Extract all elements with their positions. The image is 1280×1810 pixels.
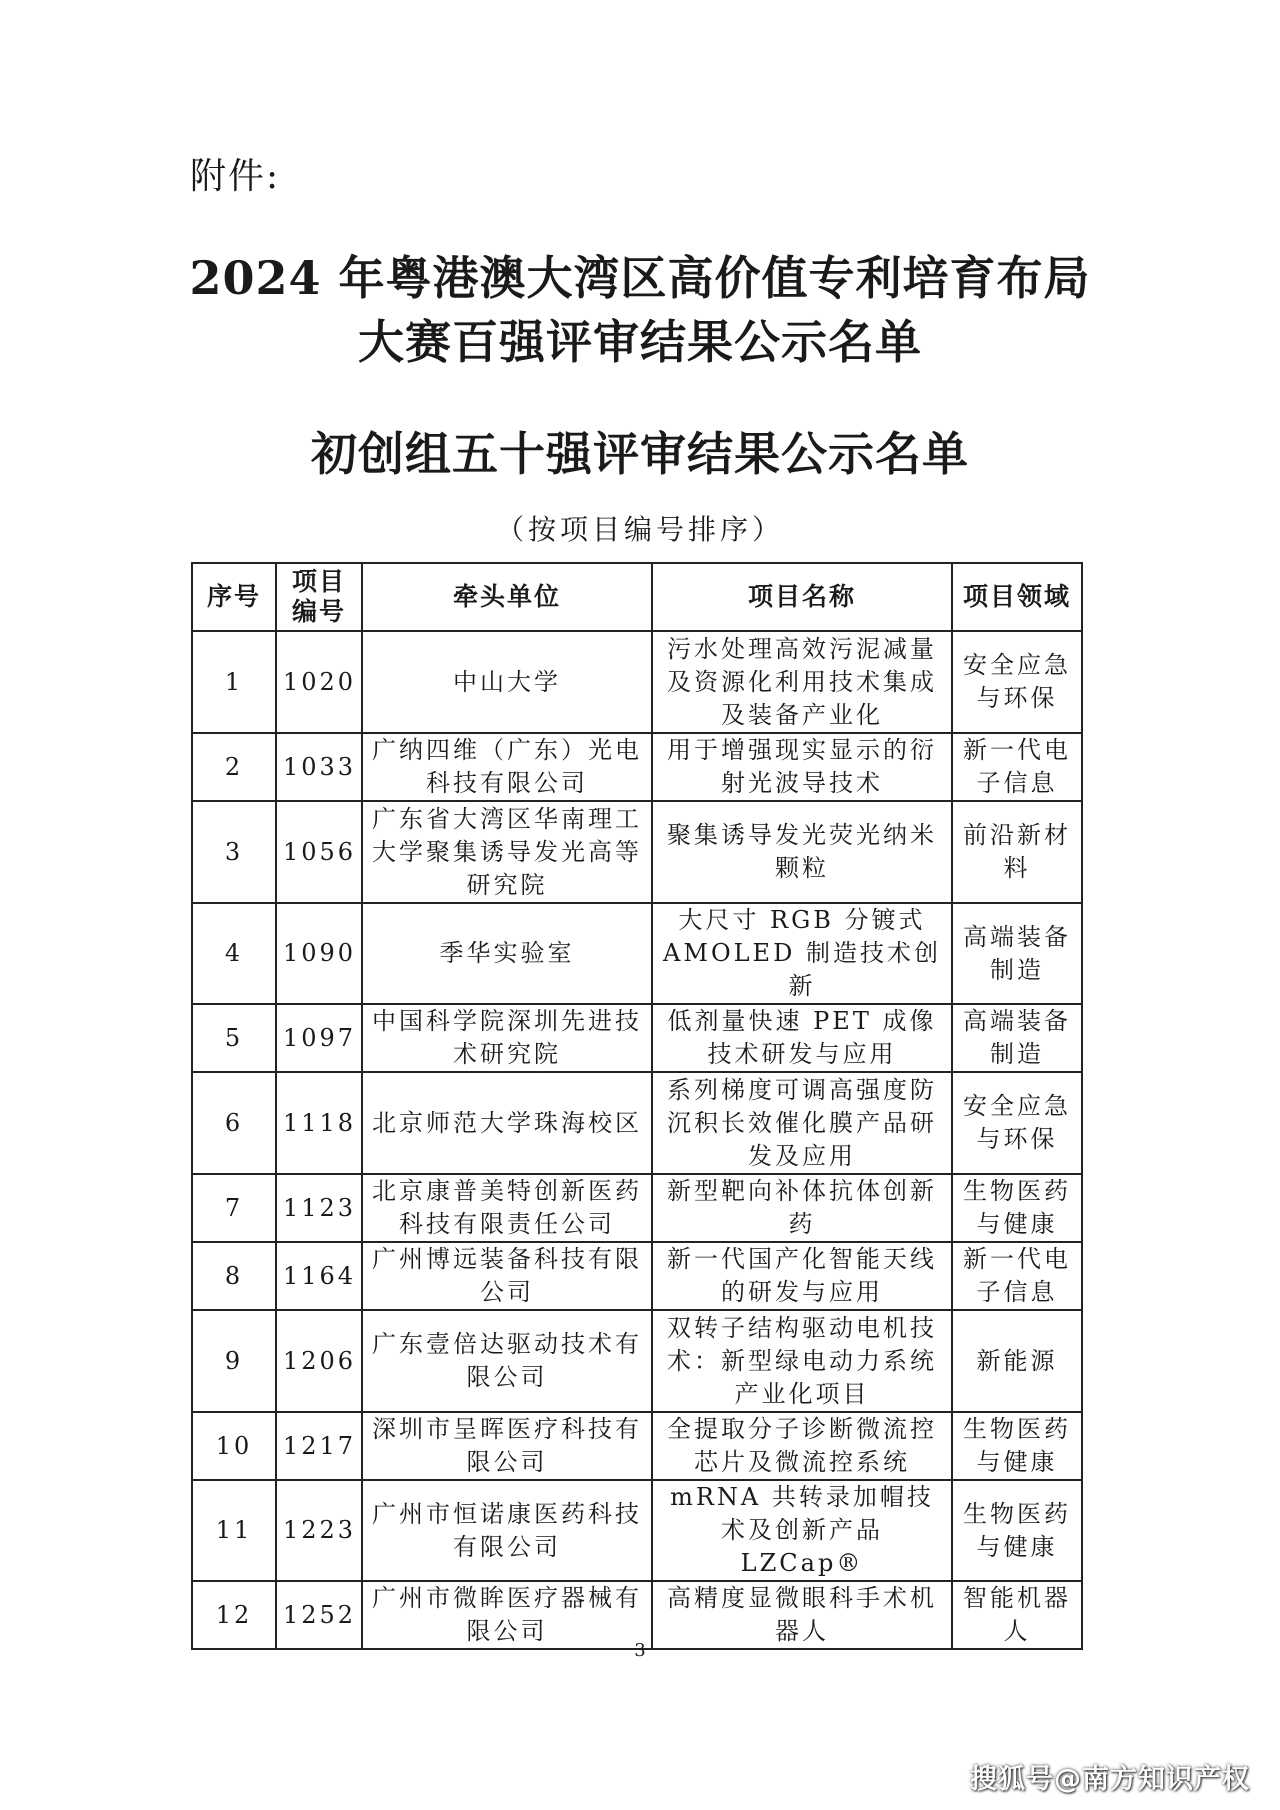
- header-project-name: 项目名称: [652, 563, 952, 631]
- row-index: 8: [192, 1242, 276, 1310]
- row-lead-unit: 深圳市呈晖医疗科技有限公司: [362, 1412, 652, 1480]
- row-project-name: 新型靶向补体抗体创新药: [652, 1174, 952, 1242]
- row-project-no: 1090: [276, 903, 362, 1004]
- table-row: [192, 903, 1082, 1004]
- header-field: 项目领域: [952, 563, 1082, 631]
- sort-note: （按项目编号排序）: [495, 513, 784, 546]
- table-row: [192, 1412, 1082, 1480]
- table-row: [192, 1581, 1082, 1649]
- results-table: [191, 562, 1083, 1650]
- row-project-name: 用于增强现实显示的衍射光波导技术: [652, 733, 952, 801]
- row-project-name: 全提取分子诊断微流控芯片及微流控系统: [652, 1412, 952, 1480]
- table-row: [192, 1072, 1082, 1174]
- row-index: 7: [192, 1174, 276, 1242]
- row-project-name: 污水处理高效污泥减量及资源化利用技术集成及装备产业化: [652, 631, 952, 733]
- document-title-line2: 大赛百强评审结果公示名单: [358, 315, 922, 369]
- row-lead-unit: 广纳四维（广东）光电科技有限公司: [362, 733, 652, 801]
- row-project-name: 系列梯度可调高强度防沉积长效催化膜产品研发及应用: [652, 1072, 952, 1174]
- row-project-no: 1206: [276, 1310, 362, 1412]
- row-project-no: 1097: [276, 1004, 362, 1072]
- row-project-no: 1118: [276, 1072, 362, 1174]
- header-project-no-line2: 编号: [291, 597, 346, 626]
- row-index: 2: [192, 733, 276, 801]
- header-project-no: [276, 563, 362, 631]
- row-project-name: 低剂量快速 PET 成像技术研发与应用: [652, 1004, 952, 1072]
- attachment-label: 附件:: [190, 156, 281, 197]
- row-field: 新一代电子信息: [952, 1242, 1082, 1310]
- page-number: 3: [634, 1640, 646, 1661]
- row-index: 1: [192, 631, 276, 733]
- row-index: 3: [192, 801, 276, 903]
- row-field: 新一代电子信息: [952, 733, 1082, 801]
- table-header-row: [192, 563, 1082, 631]
- row-lead-unit: 北京师范大学珠海校区: [362, 1072, 652, 1174]
- table-row: [192, 1310, 1082, 1412]
- row-project-no: 1223: [276, 1480, 362, 1581]
- table-row: [192, 1004, 1082, 1072]
- row-index: 10: [192, 1412, 276, 1480]
- row-field: 高端装备制造: [952, 1004, 1082, 1072]
- table-row: [192, 1242, 1082, 1310]
- row-field: 生物医药与健康: [952, 1480, 1082, 1581]
- watermark: 搜狐号@南方知识产权: [970, 1764, 1250, 1795]
- row-field: 前沿新材料: [952, 801, 1082, 903]
- row-project-no: 1217: [276, 1412, 362, 1480]
- row-lead-unit: 中国科学院深圳先进技术研究院: [362, 1004, 652, 1072]
- row-index: 11: [192, 1480, 276, 1581]
- row-project-name: mRNA 共转录加帽技术及创新产品 LZCap®: [652, 1480, 952, 1581]
- table-row: [192, 1480, 1082, 1581]
- row-index: 12: [192, 1581, 276, 1649]
- row-lead-unit: 广东壹倍达驱动技术有限公司: [362, 1310, 652, 1412]
- row-lead-unit: 广州市恒诺康医药科技有限公司: [362, 1480, 652, 1581]
- row-index: 5: [192, 1004, 276, 1072]
- row-index: 9: [192, 1310, 276, 1412]
- row-field: 生物医药与健康: [952, 1174, 1082, 1242]
- row-lead-unit: 北京康普美特创新医药科技有限责任公司: [362, 1174, 652, 1242]
- row-project-name: 聚集诱导发光荧光纳米颗粒: [652, 801, 952, 903]
- table-row: [192, 631, 1082, 733]
- row-field: 安全应急与环保: [952, 631, 1082, 733]
- row-project-no: 1033: [276, 733, 362, 801]
- row-project-name: 双转子结构驱动电机技术：新型绿电动力系统产业化项目: [652, 1310, 952, 1412]
- row-project-no: 1123: [276, 1174, 362, 1242]
- row-lead-unit: 季华实验室: [362, 903, 652, 1004]
- row-lead-unit: 广东省大湾区华南理工大学聚集诱导发光高等研究院: [362, 801, 652, 903]
- row-project-name: 新一代国产化智能天线的研发与应用: [652, 1242, 952, 1310]
- table-row: [192, 733, 1082, 801]
- row-lead-unit: 广州博远装备科技有限公司: [362, 1242, 652, 1310]
- table-row: [192, 1174, 1082, 1242]
- row-project-no: 1020: [276, 631, 362, 733]
- row-project-no: 1252: [276, 1581, 362, 1649]
- header-lead-unit: 牵头单位: [362, 563, 652, 631]
- header-index: 序号: [192, 563, 276, 631]
- row-field: 生物医药与健康: [952, 1412, 1082, 1480]
- row-field: 智能机器人: [952, 1581, 1082, 1649]
- row-index: 4: [192, 903, 276, 1004]
- row-project-name: 大尺寸 RGB 分镀式 AMOLED 制造技术创新: [652, 903, 952, 1004]
- header-project-no-line1: 项目: [291, 567, 346, 596]
- row-field: 高端装备制造: [952, 903, 1082, 1004]
- row-field: 新能源: [952, 1310, 1082, 1412]
- row-project-no: 1056: [276, 801, 362, 903]
- section-title: 初创组五十强评审结果公示名单: [311, 427, 969, 481]
- row-project-no: 1164: [276, 1242, 362, 1310]
- table-row: [192, 801, 1082, 903]
- row-lead-unit: 广州市微眸医疗器械有限公司: [362, 1581, 652, 1649]
- row-field: 安全应急与环保: [952, 1072, 1082, 1174]
- row-lead-unit: 中山大学: [362, 631, 652, 733]
- document-title-line1: 2024 年粤港澳大湾区高价值专利培育布局: [189, 251, 1091, 305]
- row-index: 6: [192, 1072, 276, 1174]
- row-project-name: 高精度显微眼科手术机器人: [652, 1581, 952, 1649]
